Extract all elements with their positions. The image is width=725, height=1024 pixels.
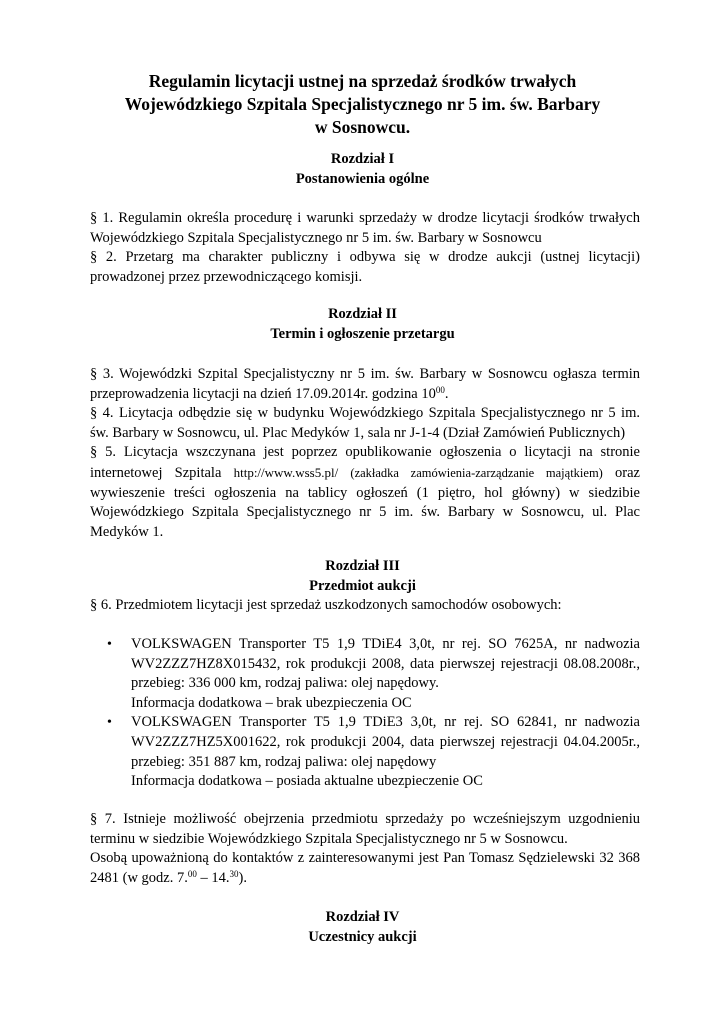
chapter-3-heading <box>90 557 635 596</box>
vehicle-list <box>90 635 640 792</box>
paragraph-3-end: . <box>444 385 449 402</box>
paragraph-2: § 2. Przetarg ma charakter publiczny i odbywa się w drodze aukcji (ustnej licytacji) prowadzonej przez przewodniczącego komisji. <box>90 249 640 285</box>
paragraph-5 <box>90 443 640 542</box>
vehicle-1-info: Informacja dodatkowa – brak ubezpieczenia OC <box>131 694 412 711</box>
chapter-4-heading <box>90 908 635 947</box>
chapter-3-closing <box>90 810 640 888</box>
list-item <box>90 635 640 713</box>
contact-hour-start-superscript: 00 <box>187 868 197 879</box>
bullet-icon: • <box>107 715 112 731</box>
paragraph-3-text: § 3. Wojewódzki Szpital Specjalistyczny nr 5 im. św. Barbary w Sosnowcu ogłasza termin przeprowadzenia licytacji na dzień 17.09.2014r. godzina 10 <box>90 366 640 402</box>
paragraph-7: § 7. Istnieje możliwość obejrzenia przedmiotu sprzedaży po wcześniejszym uzgodnieniu terminu w siedzibie Wojewódzkiego Szpitala Specjalistycznego nr 5 w Sosnowcu. <box>90 811 640 847</box>
paragraph-5-text-b: oraz wywieszenie treści ogłoszenia na tablicy ogłoszeń (1 piętro, hol główny) w siedzibie Wojewódzkiego Szpitala Specjalistycznego nr 5 im. św. Barbary w Sosnowcu, ul. Plac Medyków 1. <box>90 464 640 540</box>
bullet-icon: • <box>107 637 112 652</box>
title-line-3: w Sosnowcu. <box>314 117 411 137</box>
contact-text-mid: – 14. <box>196 869 230 886</box>
vehicle-2-description: VOLKSWAGEN Transporter T5 1,9 TDiE3 3,0t, nr rej. SO 62841, nr nadwozia WV2ZZZ7HZ5X001622, rok produkcji 2004, data pierwszej rejestracji 04.04.2005r., przebieg: 351 887 km, rodzaj paliwa: olej napędowy <box>131 714 640 770</box>
vehicle-2-info: Informacja dodatkowa – posiada aktualne ubezpieczenie OC <box>131 773 483 790</box>
vehicle-1-description: VOLKSWAGEN Transporter T5 1,9 TDiE4 3,0t, nr rej. SO 7625A, nr nadwozia WV2ZZZ7HZ8X015432, rok produkcji 2008, data pierwszej rejestracji 08.08.2008r., przebieg: 336 000 km, rodzaj paliwa: olej napędowy. <box>131 636 640 692</box>
chapter-4-name: Uczestnicy aukcji <box>308 928 417 945</box>
paragraph-3-hour-superscript: 00 <box>435 384 445 395</box>
chapter-1-name: Postanowienia ogólne <box>295 170 430 187</box>
contact-paragraph <box>90 849 640 888</box>
paragraph-6: § 6. Przedmiotem licytacji jest sprzedaż uszkodzonych samochodów osobowych: <box>90 597 562 613</box>
title-line-1: Regulamin licytacji ustnej na sprzedaż środków trwałych <box>148 71 577 91</box>
chapter-3-name: Przedmiot aukcji <box>309 577 416 594</box>
chapter-2-label: Rozdział II <box>328 306 397 322</box>
contact-hour-end-superscript: 30 <box>229 868 239 879</box>
list-item <box>90 713 640 791</box>
paragraph-5-text-a: § 5. Licytacja wszczynana jest poprzez opublikowanie ogłoszenia o licytacji na stronie internetowej Szpitala <box>90 444 640 481</box>
chapter-1-heading <box>90 150 635 189</box>
paragraph-3 <box>90 365 640 404</box>
title-line-2: Wojewódzkiego Szpitala Specjalistycznego nr 5 im. św. Barbary <box>124 94 601 114</box>
paragraph-1: § 1. Regulamin określa procedurę i warunki sprzedaży w drodze licytacji środków trwałych Wojewódzkiego Szpitala Specjalistycznego nr 5 im. św. Barbary w Sosnowcu <box>90 210 640 246</box>
hospital-website-link[interactable]: http://www.wss5.pl/ <box>233 464 339 480</box>
contact-text-end: ). <box>238 869 247 886</box>
chapter-3-label: Rozdział III <box>325 558 400 574</box>
chapter-4-label: Rozdział IV <box>325 909 400 925</box>
chapter-2-heading <box>90 305 635 344</box>
paragraph-5-tab-note: (zakładka zamówienia-zarządzanie majątkiem) <box>350 465 603 480</box>
chapter-2-name: Termin i ogłoszenie przetargu <box>270 325 455 342</box>
chapter-1-label: Rozdział I <box>330 151 395 167</box>
paragraph-4: § 4. Licytacja odbędzie się w budynku Wojewódzkiego Szpitala Specjalistycznego nr 5 im. św. Barbary w Sosnowcu, ul. Plac Medyków 1, sala nr J-1-4 (Dział Zamówień Publicznych) <box>90 405 640 441</box>
chapter-2-body <box>90 365 640 542</box>
document-title <box>90 70 635 139</box>
contact-text: Osobą upoważnioną do kontaktów z zainteresowanymi jest Pan Tomasz Sędzielewski 32 368 2481 (w godz. 7. <box>90 850 640 886</box>
chapter-1-body <box>90 209 640 287</box>
